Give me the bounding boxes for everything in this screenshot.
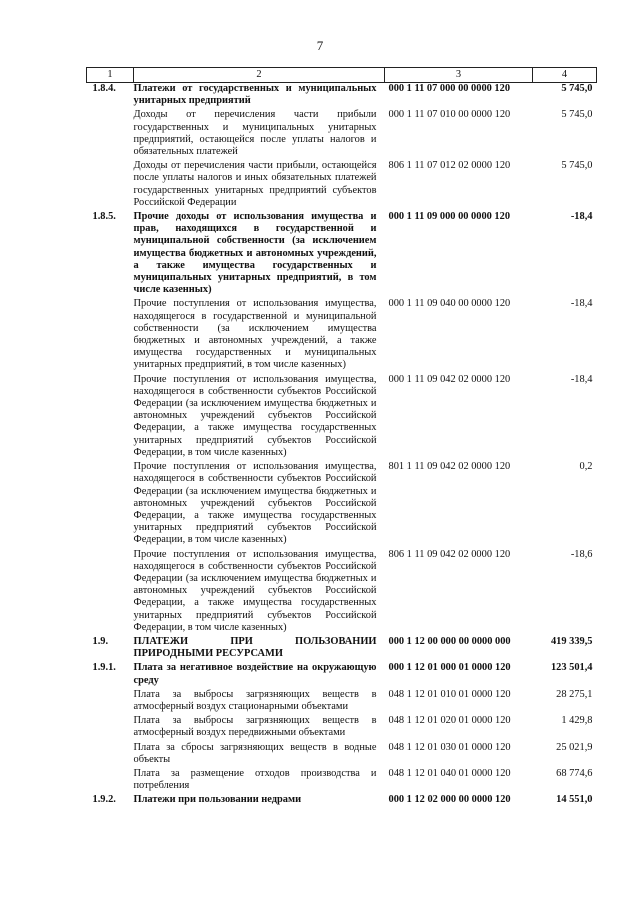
row-number [87, 459, 134, 546]
row-number: 1.8.4. [92, 83, 116, 94]
table-row [87, 687, 597, 713]
row-amount: 5 745,0 [561, 160, 593, 172]
row-name: Доходы от перечисления части прибыли, остающейся после уплаты налогов и иных обязательных платежей государственных унитарных предприятий субъектов Российской Федерации [133, 160, 377, 208]
row-amount: -18,4 [570, 211, 593, 223]
row-code: 806 1 11 09 042 02 0000 120 [388, 548, 511, 560]
row-amount: 419 339,5 [550, 635, 593, 647]
row-name: Плата за выбросы загрязняющих веществ в атмосферный воздух стационарными объектами [133, 688, 377, 712]
row-number [87, 372, 134, 459]
row-name: ПЛАТЕЖИ ПРИ ПОЛЬЗОВАНИИ ПРИРОДНЫМИ РЕСУРСАМИ [133, 635, 377, 660]
row-code: 000 1 12 02 000 00 0000 120 [388, 794, 511, 806]
row-amount: 1 429,8 [561, 715, 593, 727]
table-row [87, 158, 597, 209]
row-number [87, 158, 134, 209]
table-row [87, 634, 597, 660]
row-amount: 14 551,0 [556, 794, 593, 806]
table-body [87, 83, 597, 807]
row-name: Плата за негативное воздействие на окружающую среду [133, 662, 377, 686]
row-name: Прочие доходы от использования имущества и прав, находящихся в государственной и муниципальной собственности (за исключением имущества бюджетных и автономных учреждений, а также имущества государственных и муниципальных унитарных предприятий, в том числе казенных) [133, 211, 377, 296]
table-row [87, 107, 597, 158]
row-code: 048 1 12 01 040 01 0000 120 [388, 767, 511, 779]
row-number [87, 107, 134, 158]
row-amount: 25 021,9 [556, 741, 593, 753]
row-number [87, 296, 134, 371]
row-code: 048 1 12 01 020 01 0000 120 [388, 715, 511, 727]
row-code: 000 1 11 07 000 00 0000 120 [388, 83, 511, 94]
row-code: 048 1 12 01 030 01 0000 120 [388, 741, 511, 753]
row-number: 1.9. [92, 635, 109, 647]
row-code: 000 1 11 09 042 02 0000 120 [388, 373, 511, 385]
table-row [87, 740, 597, 766]
table-row [87, 766, 597, 792]
row-number [87, 740, 134, 766]
row-code: 000 1 12 01 000 01 0000 120 [388, 662, 511, 674]
table-row [87, 660, 597, 686]
row-amount: -18,6 [570, 548, 593, 560]
row-number [87, 687, 134, 713]
row-number [87, 713, 134, 739]
row-name: Платежи при пользовании недрами [133, 794, 302, 806]
row-amount: -18,4 [570, 298, 593, 310]
row-code: 000 1 11 07 010 00 0000 120 [388, 109, 511, 121]
row-name: Прочие поступления от использования имущества, находящегося в собственности субъектов Российской Федерации (за исключением имущества бюджетных и автономных учреждений субъектов Российской Федерации, а также имущества государственных унитарных предприятий субъектов Российской Федерации, в том числе казенных) [133, 461, 377, 546]
page-number: 7 [316, 38, 324, 53]
row-amount: 28 275,1 [556, 688, 593, 700]
table-row [87, 83, 597, 108]
row-code: 000 1 12 00 000 00 0000 000 [388, 635, 511, 647]
row-number: 1.9.2. [92, 794, 116, 806]
table-row [87, 713, 597, 739]
row-number: 1.8.5. [92, 211, 116, 223]
row-name: Доходы от перечисления части прибыли государственных и муниципальных унитарных предприятий, остающейся после уплаты налогов и обязательных платежей [133, 109, 377, 158]
table-row [87, 792, 597, 806]
table-row [87, 459, 597, 546]
row-name: Прочие поступления от использования имущества, находящегося в собственности субъектов Российской Федерации (за исключением имущества бюджетных и автономных учреждений субъектов Российской Федерации, а также имущества государственных унитарных предприятий субъектов Российской Федерации, в том числе казенных) [133, 548, 377, 633]
budget-table [86, 67, 597, 807]
row-number [87, 547, 134, 634]
header-col-3: 3 [385, 68, 533, 83]
row-amount: 123 501,4 [550, 662, 593, 674]
row-name: Платежи от государственных и муниципальных унитарных предприятий [133, 83, 377, 107]
row-amount: 5 745,0 [561, 109, 593, 121]
row-number: 1.9.1. [92, 662, 116, 674]
table-row [87, 209, 597, 296]
row-number [87, 766, 134, 792]
row-name: Прочие поступления от использования имущества, находящегося в государственной и муниципальной собственности (за исключением имущества бюджетных и автономных учреждений, а также имущества государственных и муниципальных унитарных предприятий, в том числе казенных) [133, 298, 377, 371]
table-row [87, 547, 597, 634]
row-amount: 68 774,6 [556, 767, 593, 779]
row-code: 000 1 11 09 000 00 0000 120 [388, 211, 511, 223]
row-name: Прочие поступления от использования имущества, находящегося в собственности субъектов Российской Федерации (за исключением имущества бюджетных и автономных учреждений субъектов Российской Федерации, а также имущества государственных унитарных предприятий субъектов Российской Федерации, в том числе казенных) [133, 373, 377, 458]
row-code: 048 1 12 01 010 01 0000 120 [388, 688, 511, 700]
header-col-4: 4 [533, 68, 597, 83]
table-row [87, 372, 597, 459]
header-col-1: 1 [87, 68, 134, 83]
row-code: 801 1 11 09 042 02 0000 120 [388, 461, 511, 473]
row-amount: 5 745,0 [561, 83, 593, 94]
row-name: Плата за выбросы загрязняющих веществ в атмосферный воздух передвижными объектами [133, 715, 377, 739]
row-name: Плата за сбросы загрязняющих веществ в водные объекты [133, 741, 377, 765]
row-name: Плата за размещение отходов производства и потребления [133, 767, 377, 792]
row-code: 000 1 11 09 040 00 0000 120 [388, 298, 511, 310]
header-col-2: 2 [134, 68, 385, 83]
table-row [87, 296, 597, 371]
row-amount: 0,2 [579, 461, 593, 473]
row-amount: -18,4 [570, 373, 593, 385]
row-code: 806 1 11 07 012 02 0000 120 [388, 160, 511, 172]
table-header-row [87, 68, 597, 83]
